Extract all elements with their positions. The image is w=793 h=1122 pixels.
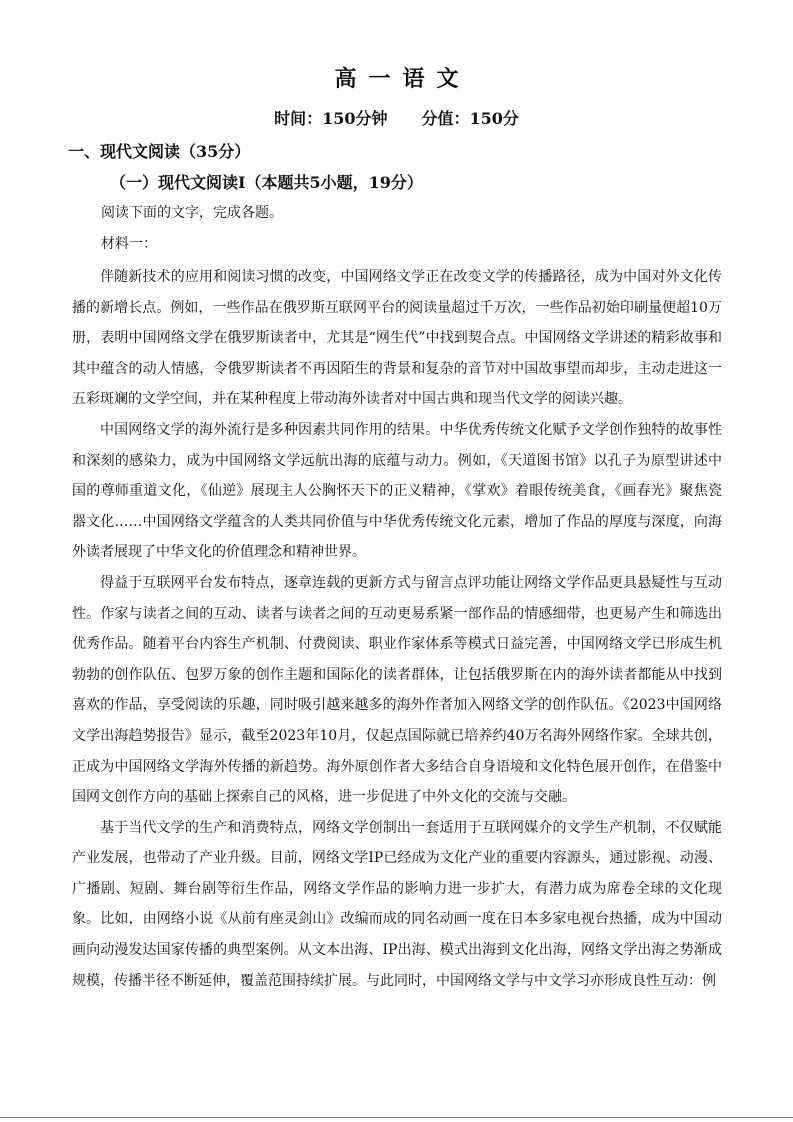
paragraph-4: 基于当代文学的生产和消费特点，网络文学创制出一套适用于互联网媒介的文学生产机制，不仅赋能产业发展，也带动了产业升级。目前，网络文学IP已经成为文化产业的重要内容源头，通过影视、动漫、广播剧、短剧、舞台剧等衍生作品，网络文学作品的影响力进一步扩大，有潜力成为席卷全球的文化现象。比如，由网络小说《从前有座灵剑山》改编而成的同名动画一度在日本多家电视台热播，成为中国动画向动漫发达国家传播的典型案例。从文本出海、IP出海、模式出海到文化出海，网络文学出海之势渐成规模，传播半径不断延伸，覆盖范围持续扩展。与此同时，中国网络文学与中文学习亦形成良性互动：例 (72, 819, 722, 989)
subsection-heading: （一）现代文阅读Ⅰ（本题共5小题，19分） (110, 173, 423, 192)
exam-score: 分值：150分 (421, 109, 519, 128)
article-body (72, 262, 722, 996)
paragraph-1: 伴随新技术的应用和阅读习惯的改变，中国网络文学正在改变文学的传播路径，成为中国对外文化传播的新增长点。例如，一些作品在俄罗斯互联网平台的阅读量超过千万次，一些作品初始印刷量便超10万册，表明中国网络文学在俄罗斯读者中，尤其是“网生代”中找到契合点。中国网络文学讲述的精彩故事和其中蕴含的动人情感，令俄罗斯读者不再因陌生的背景和复杂的音节对中国故事望而却步，主动走进这一五彩斑斓的文学空间，并在某种程度上带动海外读者对中国古典和现当代文学的阅读兴趣。 (72, 269, 722, 408)
paragraph-2: 中国网络文学的海外流行是多种因素共同作用的结果。中华优秀传统文化赋予文学创作独特的故事性和深刻的感染力，成为中国网络文学远航出海的底蕴与动力。例如，《天道图书馆》以孔子为原型讲述中国的尊师重道文化，《仙逆》展现主人公胸怀天下的正义精神，《掌欢》着眼传统美食，《画春光》聚焦瓷器文化……中国网络文学蕴含的人类共同价值与中华优秀传统文化元素，增加了作品的厚度与深度，向海外读者展现了中华文化的价值理念和精神世界。 (72, 421, 722, 561)
section-heading: 一、现代文阅读（35分） (68, 142, 251, 161)
page-bottom-rule (0, 1117, 793, 1118)
paragraph-3: 得益于互联网平台发布特点，逐章连载的更新方式与留言点评功能让网络文学作品更具悬疑性与互动性。作家与读者之间的互动、读者与读者之间的互动更易系紧一部作品的情感细带，也更易产生和筛选出优秀作品。随着平台内容生产机制、付费阅读、职业作家体系等模式日益完善，中国网络文学已形成生机勃勃的创作队伍、包罗万象的创作主题和国际化的读者群体，让包括俄罗斯在内的海外读者都能从中找到喜欢的作品，享受阅读的乐趣，同时吸引越来越多的海外作者加入网络文学的创作队伍。《2023中国网络文学出海趋势报告》显示，截至2023年10月，仅起点国际就已培养约40万名海外网络作家。全球共创，正成为中国网络文学海外传播的新趋势。海外原创作者大多结合自身语境和文化特色展开创作，在借鉴中国网文创作方向的基础上探索自己的风格，进一步促进了中外文化的交流与交融。 (72, 574, 722, 806)
document-title: 高一语文 (334, 66, 471, 92)
material-label: 材料一： (101, 236, 157, 252)
exam-info (0, 106, 793, 129)
instruction-text: 阅读下面的文字，完成各题。 (101, 205, 283, 221)
exam-time: 时间：150分钟 (274, 109, 388, 128)
